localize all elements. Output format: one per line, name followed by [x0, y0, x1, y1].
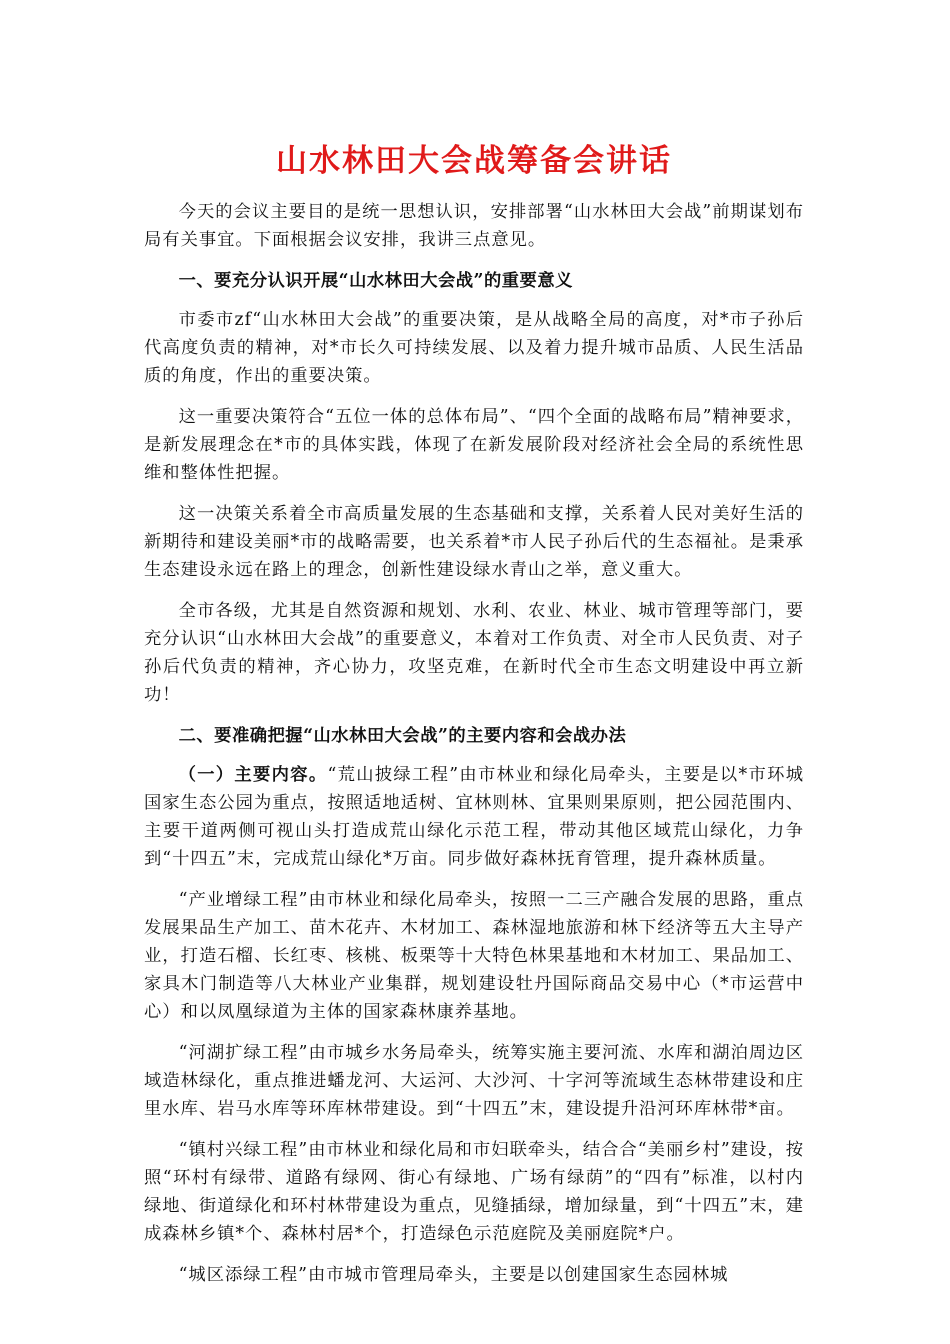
- intro-paragraph: 今天的会议主要目的是统一思想认识，安排部署“山水林田大会战”前期谋划布局有关事宜。下面根据会议安排，我讲三点意见。: [144, 202, 804, 250]
- section-2-paragraph: “城区添绿工程”由市城市管理局牵头，主要是以创建国家生态园林城: [178, 1265, 729, 1285]
- section-2-first-paragraph: [144, 761, 804, 873]
- document-title: 山水林田大会战筹备会讲话: [276, 143, 672, 179]
- section-2-paragraph: “镇村兴绿工程”由市林业和绿化局和市妇联牵头，结合合“美丽乡村”建设，按照“环村有绿带、道路有绿网、街心有绿地、广场有绿荫”的“四有”标准，以村内绿地、街道绿化和环村林带建设为重点，见缝插绿，增加绿量，到“十四五”末，建成森林乡镇*个、森林村居*个，打造绿色示范庭院及美丽庭院*户。: [144, 1140, 804, 1244]
- section-1-paragraph: 这一决策关系着全市高质量发展的生态基础和支撑，关系着人民对美好生活的新期待和建设美丽*市的战略需要，也关系着*市人民子孙后代的生态福祉。是秉承生态建设永远在路上的理念，创新性建设绿水青山之举，意义重大。: [144, 504, 804, 580]
- section-2-paragraph: “河湖扩绿工程”由市城乡水务局牵头，统筹实施主要河流、水库和湖泊周边区域造林绿化，重点推进蟠龙河、大运河、大沙河、十字河等流域生态林带建设和庄里水库、岩马水库等环库林带建设。到“十四五”末，建设提升沿河环库林带*亩。: [144, 1043, 804, 1119]
- document-body: [144, 138, 804, 1302]
- section-1-paragraph: 市委市zf“山水林田大会战”的重要决策，是从战略全局的高度，对*市子孙后代高度负责的精神，对*市长久可持续发展、以及着力提升城市品质、人民生活品质的角度，作出的重要决策。: [144, 310, 804, 386]
- section-1-paragraph: 这一重要决策符合“五位一体的总体布局”、“四个全面的战略布局”精神要求，是新发展理念在*市的具体实践，体现了在新发展阶段对经济社会全局的系统性思维和整体性把握。: [144, 407, 804, 483]
- section-1-paragraph: 全市各级，尤其是自然资源和规划、水利、农业、林业、城市管理等部门，要充分认识“山水林田大会战”的重要意义，本着对工作负责、对全市人民负责、对子孙后代负责的精神，齐心协力，攻坚克难，在新时代全市生态文明建设中再立新功！: [144, 601, 804, 705]
- subsection-text: “荒山披绿工程”由市林业和绿化局牵头，主要是以*市环城国家生态公园为重点，按照适地适树、宜林则林、宜果则果原则，把公园范围内、主要干道两侧可视山头打造成荒山绿化示范工程，带动其他区域荒山绿化，力争到“十四五”末，完成荒山绿化*万亩。同步做好森林抚育管理，提升森林质量。: [144, 765, 804, 869]
- subsection-lead: （一）主要内容。: [178, 765, 328, 785]
- section-2-paragraph: “产业增绿工程”由市林业和绿化局牵头，按照一二三产融合发展的思路，重点发展果品生产加工、苗木花卉、木材加工、森林湿地旅游和林下经济等五大主导产业，打造石榴、长红枣、核桃、板栗等十大特色林果基地和木材加工、果品加工、家具木门制造等八大林业产业集群，规划建设牡丹国际商品交易中心（*市运营中心）和以凤凰绿道为主体的国家森林康养基地。: [144, 890, 804, 1022]
- section-1-heading: 一、要充分认识开展“山水林田大会战”的重要意义: [178, 271, 573, 291]
- section-2-heading: 二、要准确把握“山水林田大会战”的主要内容和会战办法: [178, 726, 627, 746]
